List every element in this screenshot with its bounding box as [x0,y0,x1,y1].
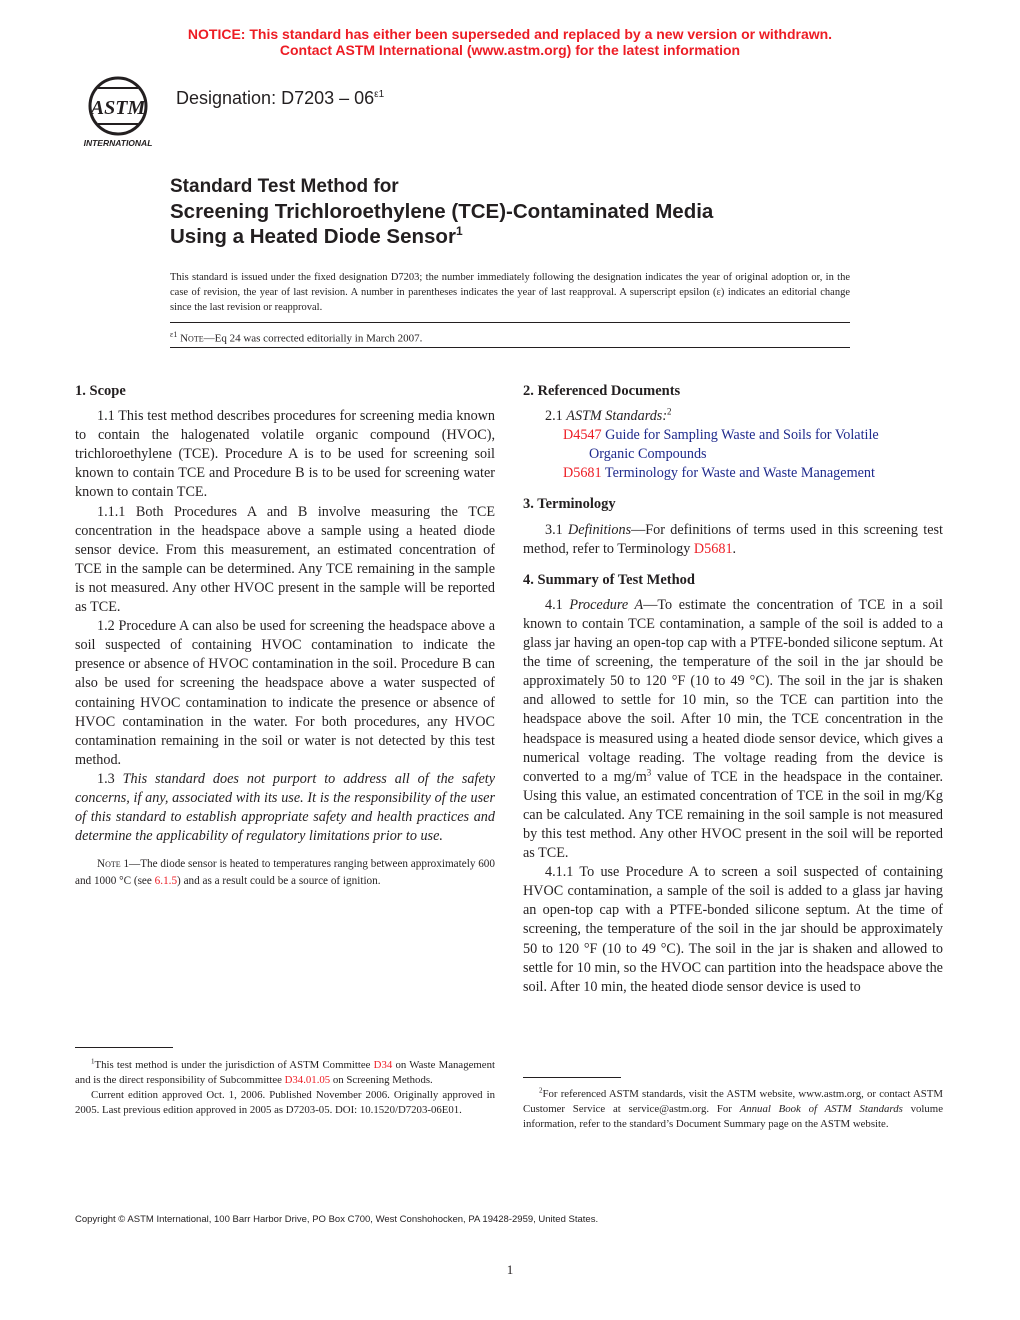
designation-epsilon: ε1 [374,89,385,100]
scope-paragraph: 1.2 Procedure A can also be used for screening the headspace above a soil suspected of containing HVOC contamination to indicate the presence or absence of HVOC contamination in the soil. Procedure B can also be used for screening the headspace above a water suspected of containing HVOC contamination to indicate the presence or absence of HVOC contamination in the water. For both procedures, any HVOC contamination remaining in the soil or water is not detected by this test method. [75,618,495,768]
summary-heading: 4. Summary of Test Method [523,571,695,588]
footnote-rule [75,1047,173,1048]
divider [170,347,850,348]
page-number: 1 [506,1262,514,1277]
epsilon-note: $^{\varepsilon 1}$ Note—Eq 24 was corrected editorially in March 2007. [170,330,423,345]
document-title [170,174,930,249]
subcommittee-link[interactable]: D34.01.05 [284,1074,331,1086]
copyright: Copyright © ASTM International, 100 Barr Harbor Drive, PO Box C700, West Conshohocken, PA 19428-2959, United States. [75,1214,599,1225]
left-column [75,382,495,889]
divider [170,322,850,323]
footnote-1: $^1$This test method is under the jurisdiction of ASTM Committee D34 on Waste Management and is the direct responsibility of Subcommittee D34.01.05 on Screening Methods. Current edition approved Oct. 1, 2006. Published November 2006. Originally approved in 2005. Last previous edition approved in 2005 as D7203-05. DOI: 10.1520/D7203-06E01. [75,1057,495,1116]
terminology-link[interactable]: D5681 [693,540,733,557]
footnote-2: $^2$For referenced ASTM standards, visit the ASTM website, www.astm.org, or contact ASTM Customer Service at service@astm.org. For Annual Book of ASTM Standards volume information, refer to the standard’s Document Summary page on the ASTM website. [523,1086,943,1130]
scope-paragraph: 1.1 This test method describes procedures for screening media known to contain the halogenated volatile organic compound (HVOC), trichloroethylene (TCE). Procedure A is to be used for screening soil known to contain TCE and Procedure B is to be used for screening water known to contain TCE. [75,408,495,501]
committee-link[interactable]: D34 [373,1059,393,1071]
terminology-paragraph: 3.1 Definitions—For definitions of terms used in this screening test method, refer to Terminology D5681. [523,521,943,557]
astm-logo [76,74,160,150]
terminology-heading: 3. Terminology [523,496,616,513]
notice-line-1: NOTICE: This standard has either been superseded and replaced by a new version or withdrawn. [187,26,833,42]
referenced-intro: 2.1 ASTM Standards:$^2$ [545,406,672,425]
notice-line-2: Contact ASTM International (www.astm.org) for the latest information [279,42,741,58]
withdrawn-notice [0,26,1020,58]
footnote-rule [523,1077,621,1078]
referenced-heading: 2. Referenced Documents [523,383,681,399]
scope-heading: 1. Scope [75,383,126,399]
reference-item[interactable]: D4547 Guide for Sampling Waste and Soils for Volatile Organic Compounds [563,427,879,463]
right-column [523,382,943,997]
title-footnote-mark: 1 [455,224,463,239]
section-link[interactable]: 6.1.5 [154,874,178,887]
issuance-statement: This standard is issued under the fixed designation D7203; the number immediately following the designation indicates the year of original adoption or, in the case of revision, the year of last revision. A number in parentheses indicates the year of last reapproval. A superscript epsilon (ε) indicates an editorial change since the last revision or reapproval. [170,272,850,313]
summary-paragraph: 4.1 Procedure A—To estimate the concentration of TCE in a soil known to contain TCE contamination, a sample of the soil is added to a glass jar having an open-top cap with a PTFE-bonded silicone septum. At the time of screening, the temperature of the soil in the jar should be approximately 50 to 120 °F (10 to 49 °C). The soil in the jar is shaken and allowed to settle for 10 min, so the TCE can partition into the headspace above the soil. After 10 min, the TCE concentration in the headspace is measured using a heated diode sensor device, which gives a numerical voltage reading. The voltage reading from the device is converted to a $mg/m^3$ value of TCE in the headspace in the container. Using this value, an estimated concentration of TCE in the soil in mg/Kg can be calculated. Any TCE remaining in the soil sample is not measured by this test method. Any other HVOC present in the soil will be reported as TCE. [523,596,944,862]
scope-note: Note 1—The diode sensor is heated to temperatures ranging between approximately 600 and 1000 °C (see 6.1.5) and as a result could be a source of ignition. [75,858,495,887]
title-line-3: Using a Heated Diode Sensor$^1$ [170,224,463,248]
title-line-1: Standard Test Method for [170,176,399,197]
logo-subtext: INTERNATIONAL [83,138,153,148]
safety-paragraph: 1.3 This standard does not purport to address all of the safety concerns, if any, associated with its use. It is the responsibility of the user of this standard to establish appropriate safety and health practices and determine the applicability of regulatory limitations prior to use. [75,770,495,845]
title-line-2: Screening Trichloroethylene (TCE)-Contaminated Media [170,200,714,223]
designation: Designation: $D7203 - 06^{\varepsilon 1}$ [176,88,385,108]
reference-item[interactable]: D5681 Terminology for Waste and Waste Management [563,465,875,482]
scope-paragraph: 1.1.1 Both Procedures A and B involve measuring the TCE concentration in the headspace above a sample using a heated diode sensor device. From this measurement, an estimated concentration of TCE in the sample can be determined. Any TCE remaining in the sample is not measured. Any other HVOC present in the sample will be reported as TCE. [75,503,495,616]
logo-text: ASTM [90,97,146,119]
summary-paragraph: 4.1.1 To use Procedure A to screen a soil suspected of containing HVOC contamination, a sample of the soil is added to a glass jar having an open-top cap with a PTFE-bonded silicone septum. At the time of screening, the temperature of the soil in the jar should be approximately 50 to 120 °F (10 to 49 °C). The soil in the jar is shaken and allowed to settle for 10 min, so the HVOC can partition into the headspace above the soil. After 10 min, the heated diode sensor device is used to [523,864,943,995]
